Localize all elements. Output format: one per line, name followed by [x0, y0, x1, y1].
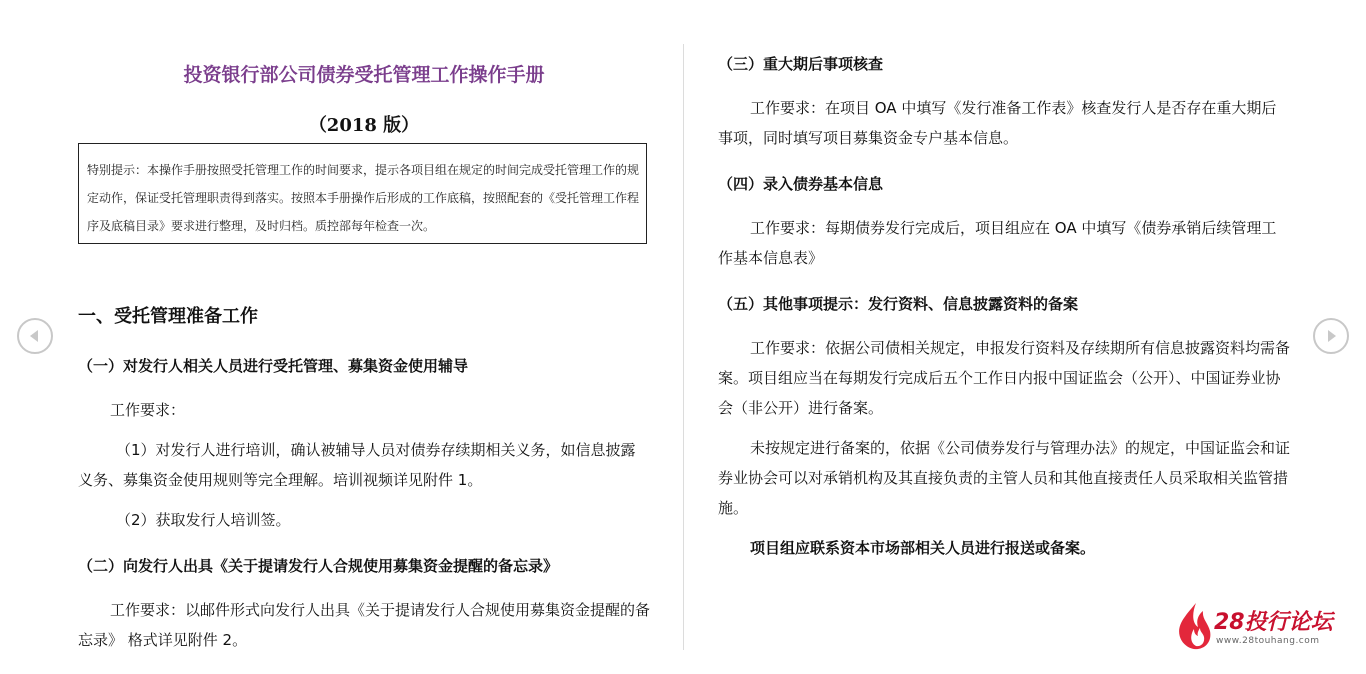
paragraph-bold: 项目组应联系资本市场部相关人员进行报送或备案。 — [750, 539, 1096, 557]
subsection-heading: （三）重大期后事项核查 — [718, 55, 884, 73]
watermark-url: www.28touhang.com — [1216, 636, 1320, 646]
subsection-heading: （一）对发行人相关人员进行受托管理、募集资金使用辅导 — [78, 357, 469, 375]
watermark-brand: 28投行论坛 — [1214, 610, 1333, 635]
paragraph: （2）获取发行人培训签。 — [116, 511, 291, 529]
chevron-left-icon — [27, 328, 43, 344]
paragraph: 工作要求： — [110, 401, 186, 419]
paragraph: 工作要求：在项目 OA 中填写《发行准备工作表》核查发行人是否存在重大期后事项，同时填写项目募集资金专户基本信息。 — [718, 99, 1277, 147]
page-divider — [683, 44, 684, 650]
document-title: 投资银行部公司债券受托管理工作操作手册 — [183, 64, 545, 86]
paragraph: （1）对发行人进行培训，确认被辅导人员对债券存续期相关义务，如信息披露义务、募集资金使用规则等完全理解。培训视频详见附件 1。 — [78, 441, 636, 489]
subsection-heading: （五）其他事项提示：发行资料、信息披露资料的备案 — [718, 295, 1079, 313]
prev-page-button[interactable] — [17, 318, 53, 354]
special-notice-box: 特别提示：本操作手册按照受托管理工作的时间要求，提示各项目组在规定的时间完成受托管理工作的规定动作，保证受托管理职责得到落实。按照本手册操作后形成的工作底稿，按照配套的《受托管理工作程序及底稿目录》要求进行整理，及时归档。质控部每年检查一次。 — [78, 143, 647, 244]
next-page-button[interactable] — [1313, 318, 1349, 354]
subsection-heading: （四）录入债券基本信息 — [718, 175, 884, 193]
chevron-right-icon — [1323, 328, 1339, 344]
paragraph: 工作要求：依据公司债相关规定，申报发行资料及存续期所有信息披露资料均需备案。项目组应当在每期发行完成后五个工作日内报中国证监会（公开）、中国证券业协会（非公开）进行备案。 — [718, 339, 1291, 417]
subsection-heading: （二）向发行人出具《关于提请发行人合规使用募集资金提醒的备忘录》 — [78, 557, 559, 575]
paragraph: 工作要求：每期债券发行完成后，项目组应在 OA 中填写《债券承销后续管理工作基本信息表》 — [718, 219, 1277, 267]
document-edition: （2018 版） — [308, 115, 420, 136]
section-heading: 一、受托管理准备工作 — [78, 306, 258, 327]
paragraph: 未按规定进行备案的，依据《公司债券发行与管理办法》的规定，中国证监会和证券业协会可以对承销机构及其直接负责的主管人员和其他直接责任人员采取相关监管措施。 — [718, 439, 1291, 517]
paragraph: 工作要求：以邮件形式向发行人出具《关于提请发行人合规使用募集资金提醒的备忘录》 格式详见附件 2。 — [78, 601, 651, 649]
